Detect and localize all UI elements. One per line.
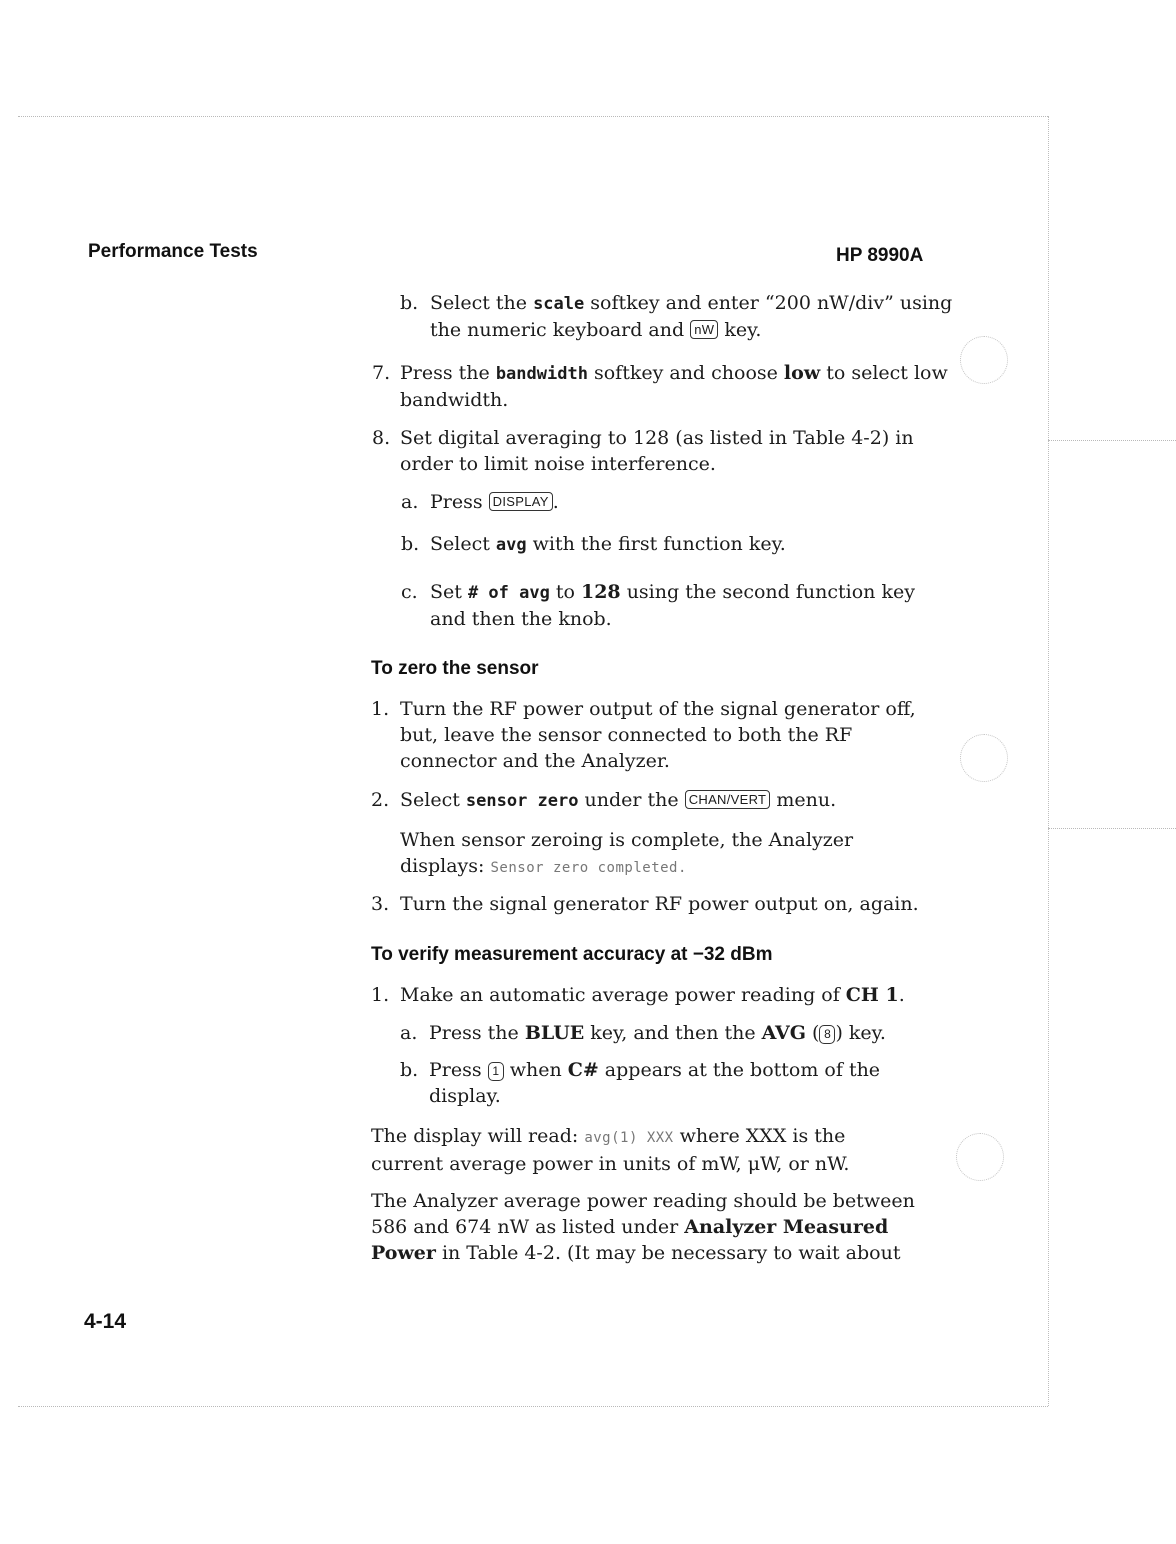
sensor-zero-softkey: sensor zero <box>465 791 579 811</box>
display-read-paragraph: The display will read: avg(1) XXX where XXX is the current average power in units of mW, μW, or nW. <box>371 1125 850 1175</box>
list-item: a. Press the BLUE key, and then the AVG ( 8 ) key. <box>400 1022 886 1044</box>
avg-softkey: avg <box>495 535 527 555</box>
list-item: a. Press DISPLAY . <box>401 491 559 513</box>
scale-softkey: scale <box>533 294 585 314</box>
scan-mark-right-1 <box>1048 440 1176 441</box>
nw-key: nW <box>690 320 718 339</box>
list-item: 8. Set digital averaging to 128 (as listed in Table 4-2) in order to limit noise interference. <box>372 427 914 475</box>
list-item: 1. Turn the RF power output of the signal generator off, but, leave the sensor connected to both the RF connector and the Analyzer. <box>371 698 916 772</box>
verify-accuracy-heading: To verify measurement accuracy at −32 dBm <box>371 944 773 965</box>
scan-border-right <box>1048 116 1049 1406</box>
punch-hole-2 <box>960 734 1008 782</box>
chan-vert-key: CHAN/VERT <box>685 790 771 809</box>
list-item: b. Select avg with the first function key. <box>401 533 786 555</box>
key-1: 1 <box>488 1062 504 1081</box>
power-reading-paragraph: The Analyzer average power reading should be between 586 and 674 nW as listed under Analyzer Measured Power in Table 4-2. (It may be necessary to wait about <box>371 1190 915 1264</box>
list-item: 2. Select sensor zero under the CHAN/VERT menu. <box>371 789 837 811</box>
list-item: b. Press 1 when C# appears at the bottom of the display. <box>400 1059 881 1107</box>
list-item: 1. Make an automatic average power reading of CH 1. <box>371 984 905 1006</box>
list-item: 7. Press the bandwidth softkey and choose low to select low bandwidth. <box>372 362 948 411</box>
section-title: Performance Tests <box>88 241 258 262</box>
page-number: 4-14 <box>84 1310 127 1333</box>
lcd-avg-reading: avg(1) XXX <box>584 1130 674 1146</box>
zero-complete-note: When sensor zeroing is complete, the Analyzer displays: Sensor zero completed. <box>400 829 854 877</box>
list-item: b. Select the scale softkey and enter “200 nW/div” using the numeric keyboard and nW key. <box>400 292 953 341</box>
list-item: 3. Turn the signal generator RF power output on, again. <box>371 893 919 915</box>
punch-hole-3 <box>956 1133 1004 1181</box>
scan-mark-right-2 <box>1048 828 1176 829</box>
scan-border-top <box>18 116 1048 117</box>
num-of-avg-softkey: # of avg <box>467 583 550 603</box>
list-item: c. Set # of avg to 128 using the second function key and then the knob. <box>401 581 915 630</box>
zero-sensor-heading: To zero the sensor <box>371 658 539 679</box>
model-number: HP 8990A <box>836 245 924 266</box>
bandwidth-softkey: bandwidth <box>495 364 588 384</box>
punch-hole-1 <box>960 336 1008 384</box>
display-key: DISPLAY <box>489 492 553 511</box>
key-8: 8 <box>819 1025 835 1044</box>
lcd-message: Sensor zero completed. <box>490 860 687 876</box>
scan-border-bottom <box>18 1406 1048 1407</box>
